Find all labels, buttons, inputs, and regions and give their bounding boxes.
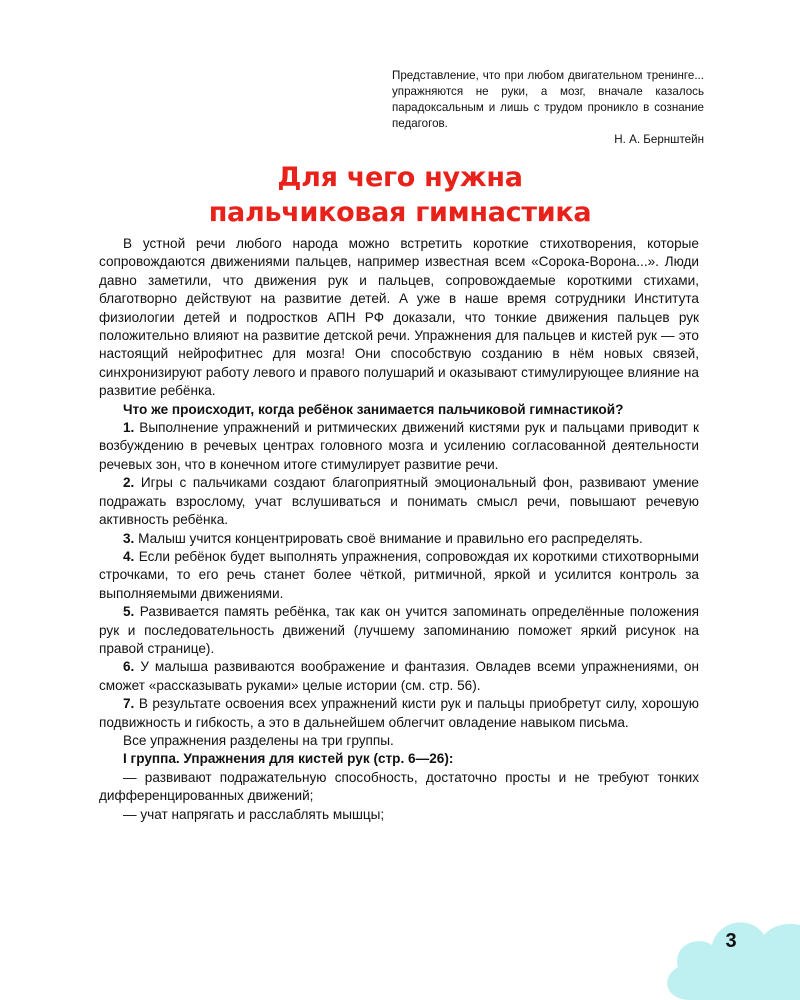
- epigraph-text: Представление, что при любом двигательном тренинге... упражняются не руки, а мозг, вначале казалось парадоксальным и лишь с трудом проникло в сознание педагогов.: [392, 69, 704, 130]
- epigraph: [392, 68, 704, 148]
- group-1-item: — развивают подражательную способность, достаточно просты и не требуют тонких дифференцированных движений;: [99, 769, 699, 804]
- list-item-text: В результате освоения всех упражнений кисти рук и пальцы приобретут силу, хорошую подвижность и гибкость, а это в дальнейшем облегчит овладение навыком письма.: [99, 696, 700, 730]
- list-item-text: Малыш учится концентрировать своё внимание и правильно его распределять.: [138, 530, 643, 546]
- list-item-number: 5.: [123, 604, 135, 620]
- epigraph-author: Н. А. Бернштейн: [614, 133, 704, 146]
- page-title-line-1: Для чего нужна: [277, 162, 523, 193]
- list-item-text: Если ребёнок будет выполнять упражнения, сопровождая их короткими стихотворными строчками, то его речь станет более чёткой, ритмичной, яркой и усилится контроль за выполняемыми движениями.: [99, 548, 699, 601]
- list-item: [99, 530, 699, 548]
- groups-intro: Все упражнения разделены на три группы.: [123, 732, 394, 748]
- group-1-item: — учат напрягать и расслаблять мышцы;: [123, 806, 385, 822]
- page-number: 3: [725, 930, 737, 952]
- list-item-text: Игры с пальчиками создают благоприятный эмоциональный фон, развивают умение подражать взрослому, учат вслушиваться и понимать смысл речи, повышают речевую активность ребёнка.: [99, 475, 699, 528]
- group-1-heading: I группа. Упражнения для кистей рук (стр. 6—26):: [123, 751, 454, 767]
- list-item: [99, 603, 699, 658]
- body-text: [99, 235, 699, 824]
- list-item-number: 6.: [123, 659, 135, 675]
- list-item-number: 7.: [123, 696, 135, 712]
- intro-paragraph: В устной речи любого народа можно встретить короткие стихотворения, которые сопровождаются движениями пальцев, например известная всем «Сорока-Ворона...». Люди давно заметили, что движения рук и пальцев, сопровождаемые короткими стихами, благотворно действуют на развитие детей. А уже в наше время сотрудники Института физиологии детей и подростков АПН РФ доказали, что тонкие движения пальцев рук положительно влияют на развитие детской речи. Упражнения для пальцев и кистей рук — это настоящий нейрофитнес для мозга! Они способствую созданию в нём новых связей, синхронизируют работу левого и правого полушарий и оказывают стимулирующее влияние на развитие ребёнка.: [99, 236, 699, 399]
- question-paragraph: Что же происходит, когда ребёнок занимается пальчиковой гимнастикой?: [123, 401, 624, 417]
- list-item-number: 1.: [123, 420, 135, 436]
- list-item: [99, 474, 699, 529]
- list-item: [99, 548, 699, 603]
- list-item-number: 2.: [123, 475, 135, 491]
- list-item-text: У малыша развиваются воображение и фантазия. Овладев всеми упражнениями, он сможет «рассказывать руками» целые истории (см. стр. 56).: [99, 659, 699, 693]
- page-title: [90, 160, 710, 230]
- list-item: [99, 419, 699, 474]
- list-item-number: 3.: [123, 530, 135, 546]
- list-item-number: 4.: [123, 548, 135, 564]
- list-item: [99, 695, 699, 732]
- list-item-text: Развивается память ребёнка, так как он учится запоминать определённые положения рук и последовательность движений (лучшему запоминанию поможет яркий рисунок на правой странице).: [99, 604, 699, 656]
- page-title-line-2: пальчиковая гимнастика: [208, 197, 592, 228]
- list-item: [99, 658, 699, 695]
- list-item-text: Выполнение упражнений и ритмических движений кистями рук и пальцами приводит к возбуждению в речевых центрах головного мозга и усилению согласованной деятельности речевых зон, что в конечном итоге стимулирует развитие речи.: [99, 420, 699, 472]
